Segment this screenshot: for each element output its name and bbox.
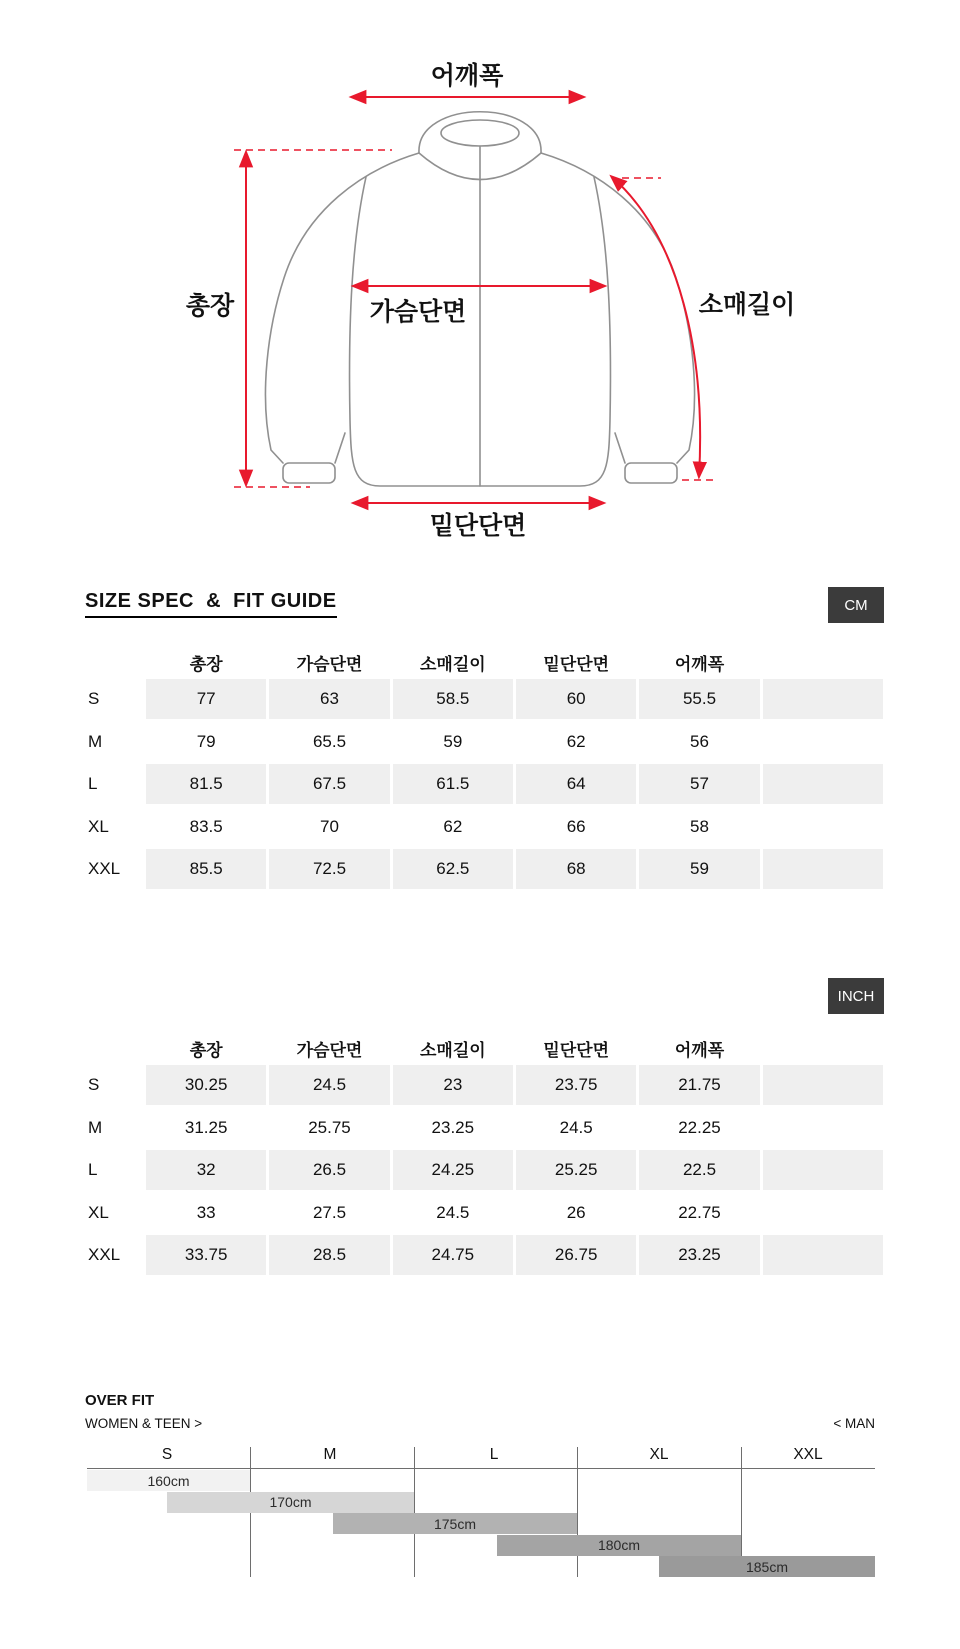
value-cell: 72.5	[269, 849, 389, 889]
fit-size-xl: XL	[649, 1446, 669, 1463]
overfit-title: OVER FIT	[85, 1392, 155, 1409]
empty-cell	[763, 764, 883, 804]
chart-top-rule	[87, 1468, 875, 1469]
overfit-man-label: < MAN	[833, 1416, 875, 1431]
value-cell: 60	[516, 679, 636, 719]
column-header-length: 총장	[189, 654, 223, 674]
inch-size-table	[85, 1031, 883, 1278]
cm-unit-badge: CM	[828, 587, 884, 623]
value-cell: 83.5	[189, 816, 223, 836]
header-spacer	[763, 1031, 883, 1065]
column-header-chest: 가슴단면	[296, 654, 363, 674]
value-cell: 70	[320, 816, 339, 836]
table-row	[85, 849, 883, 889]
fit-size-m: M	[323, 1446, 337, 1463]
empty-cell	[763, 849, 883, 889]
value-cell: 63	[269, 679, 389, 719]
value-cell: 81.5	[146, 764, 266, 804]
fit-size-l: L	[489, 1446, 499, 1463]
table-row	[85, 722, 883, 762]
chest-width-label: 가슴단면	[369, 298, 467, 326]
table-row	[85, 764, 883, 804]
value-cell: 23.25	[639, 1235, 759, 1275]
size-label: M	[88, 731, 103, 751]
value-cell: 24.5	[269, 1065, 389, 1105]
value-cell: 22.5	[639, 1150, 759, 1190]
value-cell: 33	[196, 1202, 216, 1222]
value-cell: 59	[639, 849, 759, 889]
table-row	[85, 1235, 883, 1275]
empty-cell	[763, 807, 883, 847]
value-cell: 26.5	[269, 1150, 389, 1190]
jacket-measurement-diagram	[0, 0, 960, 555]
value-cell: 67.5	[269, 764, 389, 804]
size-label: M	[88, 1117, 103, 1137]
height-bar-175: 175cm	[333, 1513, 577, 1534]
value-cell: 66	[566, 816, 586, 836]
jacket-outline	[265, 112, 694, 486]
cm-table-header	[85, 645, 883, 679]
height-fit-chart	[87, 1446, 875, 1578]
value-cell: 23.75	[516, 1065, 636, 1105]
column-header-shoulder: 어깨폭	[674, 1040, 725, 1060]
header-spacer	[763, 645, 883, 679]
table-row	[85, 807, 883, 847]
column-divider	[414, 1447, 415, 1577]
value-cell: 24.25	[393, 1150, 513, 1190]
value-cell: 58	[690, 816, 709, 836]
height-bar-170: 170cm	[167, 1492, 414, 1513]
value-cell: 56	[690, 731, 709, 751]
value-cell: 26	[566, 1202, 586, 1222]
fit-size-xxl: XXL	[793, 1446, 823, 1463]
value-cell: 22.75	[678, 1202, 721, 1222]
size-label: XL	[88, 816, 109, 836]
height-bar-160: 160cm	[87, 1470, 250, 1491]
total-length-label: 총장	[185, 292, 235, 320]
value-cell: 23.25	[431, 1117, 475, 1137]
empty-cell	[763, 1193, 883, 1233]
value-cell: 55.5	[639, 679, 759, 719]
value-cell: 22.25	[678, 1117, 721, 1137]
column-header-hem: 밑단단면	[543, 654, 610, 674]
value-cell: 57	[639, 764, 759, 804]
column-header-length: 총장	[189, 1040, 223, 1060]
value-cell: 27.5	[312, 1202, 347, 1222]
size-label: S	[88, 1075, 100, 1094]
height-bar-185: 185cm	[659, 1556, 875, 1577]
value-cell: 24.5	[559, 1117, 593, 1137]
overfit-women-teen-label: WOMEN & TEEN >	[85, 1416, 203, 1431]
value-cell: 31.25	[184, 1117, 228, 1137]
height-bar-180: 180cm	[497, 1535, 741, 1556]
column-header-hem: 밑단단면	[543, 1040, 610, 1060]
value-cell: 33.75	[146, 1235, 266, 1275]
value-cell: 58.5	[393, 679, 513, 719]
value-cell: 24.75	[393, 1235, 513, 1275]
inch-table-header	[85, 1031, 883, 1065]
size-label: L	[88, 1160, 98, 1179]
value-cell: 25.75	[308, 1117, 351, 1137]
shoulder-width-label: 어깨폭	[430, 62, 504, 90]
column-header-sleeve: 소매길이	[419, 1040, 486, 1060]
table-row	[85, 679, 883, 719]
size-label: XL	[88, 1202, 109, 1222]
hem-width-label: 밑단단면	[429, 512, 527, 540]
empty-cell	[763, 1065, 883, 1105]
value-cell: 77	[146, 679, 266, 719]
table-row	[85, 1108, 883, 1148]
value-cell: 26.75	[516, 1235, 636, 1275]
value-cell: 85.5	[146, 849, 266, 889]
empty-cell	[763, 1108, 883, 1148]
value-cell: 23	[393, 1065, 513, 1105]
value-cell: 65.5	[312, 731, 347, 751]
value-cell: 28.5	[269, 1235, 389, 1275]
section-title: SIZE SPEC & FIT GUIDE	[85, 590, 337, 618]
column-header-shoulder: 어깨폭	[674, 654, 725, 674]
value-cell: 32	[146, 1150, 266, 1190]
table-row	[85, 1193, 883, 1233]
value-cell: 24.5	[436, 1202, 470, 1222]
size-label: XXL	[88, 859, 121, 878]
size-label: XXL	[88, 1245, 121, 1264]
sleeve-length-label: 소매길이	[698, 291, 796, 319]
column-divider	[577, 1447, 578, 1577]
value-cell: 25.25	[516, 1150, 636, 1190]
inch-unit-badge: INCH	[828, 978, 884, 1014]
value-cell: 79	[196, 731, 216, 751]
value-cell: 64	[516, 764, 636, 804]
value-cell: 30.25	[146, 1065, 266, 1105]
empty-cell	[763, 1235, 883, 1275]
value-cell: 21.75	[639, 1065, 759, 1105]
column-header-chest: 가슴단면	[296, 1040, 363, 1060]
empty-cell	[763, 1150, 883, 1190]
value-cell: 61.5	[393, 764, 513, 804]
value-cell: 62.5	[393, 849, 513, 889]
value-cell: 68	[516, 849, 636, 889]
table-row	[85, 1150, 883, 1190]
measurement-arrows	[234, 97, 717, 503]
value-cell: 62	[566, 731, 586, 751]
fit-size-s: S	[161, 1446, 173, 1463]
table-row	[85, 1065, 883, 1105]
value-cell: 59	[443, 731, 463, 751]
cm-size-table	[85, 645, 883, 892]
value-cell: 62	[443, 816, 463, 836]
size-label: S	[88, 689, 100, 708]
size-label: L	[88, 774, 98, 793]
empty-cell	[763, 722, 883, 762]
empty-cell	[763, 679, 883, 719]
column-header-sleeve: 소매길이	[419, 654, 486, 674]
